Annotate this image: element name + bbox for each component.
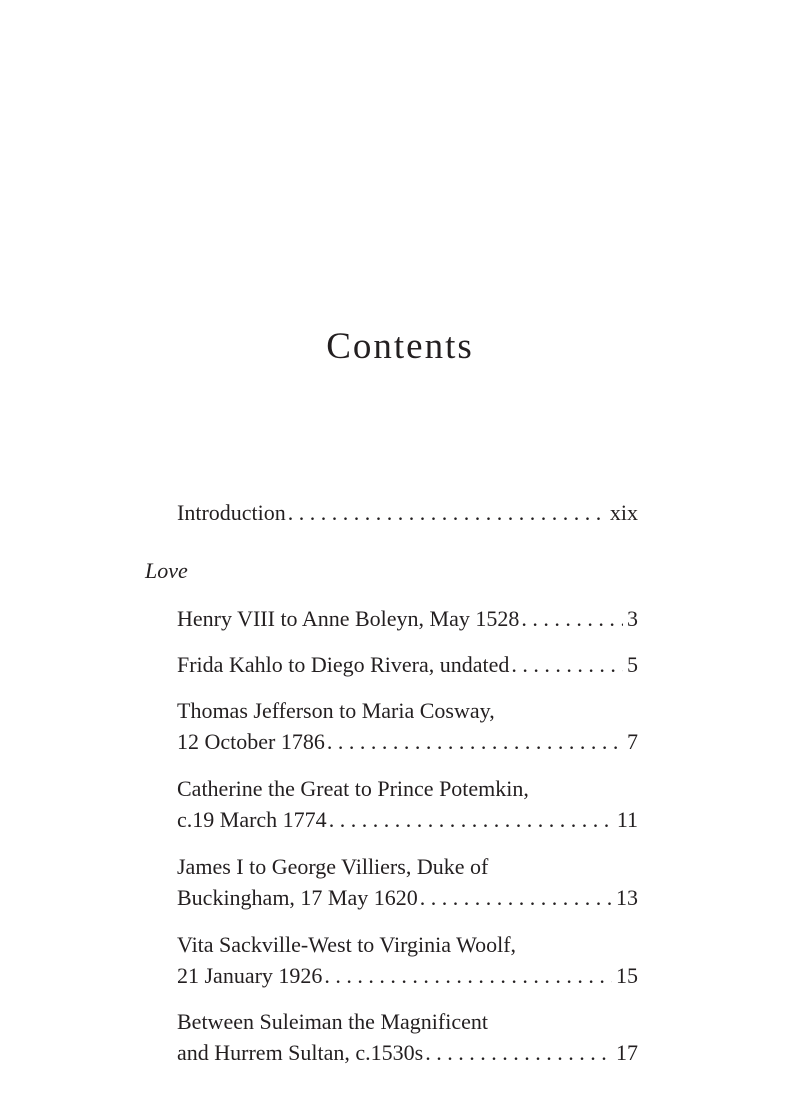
toc-entry-date: 12 October 1786: [177, 729, 325, 754]
toc-entry[interactable]: [177, 695, 638, 757]
toc-page-number: 7: [627, 729, 638, 754]
toc-entry[interactable]: [177, 649, 638, 680]
dot-leader: [521, 603, 623, 634]
toc-entry[interactable]: [177, 773, 638, 835]
toc-entry-title: Vita Sackville-West to Virginia Woolf,: [177, 932, 517, 957]
dot-leader: [511, 649, 623, 680]
toc-page-number: 13: [616, 885, 638, 910]
section-heading-love: Love: [145, 558, 188, 583]
toc-page-number: 17: [616, 1040, 638, 1065]
toc-entry[interactable]: [177, 603, 638, 634]
toc-entry-title: James I to George Villiers, Duke of: [177, 854, 489, 879]
toc-entry-date: and Hurrem Sultan, c.1530s: [177, 1040, 424, 1065]
toc-entry[interactable]: [177, 851, 638, 913]
dot-leader: [425, 1037, 612, 1068]
toc-entry[interactable]: [177, 929, 638, 991]
dot-leader: [327, 726, 623, 757]
toc-entry-date: 21 January 1926: [177, 963, 323, 988]
toc-entry-title: Frida Kahlo to Diego Rivera, undated: [177, 652, 510, 677]
toc-entry-title: Catherine the Great to Prince Potemkin,: [177, 776, 529, 801]
toc-page-number: 5: [627, 652, 638, 677]
page-title: Contents: [326, 325, 474, 367]
toc-entry-date: c.19 March 1774: [177, 807, 327, 832]
dot-leader: [329, 804, 613, 835]
toc-page-number: 3: [627, 606, 638, 631]
toc-entry-title: Thomas Jefferson to Maria Cosway,: [177, 698, 495, 723]
dot-leader: [288, 497, 606, 528]
toc-entry-introduction[interactable]: [177, 497, 638, 528]
toc-page-number: xix: [609, 500, 638, 525]
toc-entry[interactable]: [177, 1006, 638, 1068]
toc-page-number: 11: [616, 807, 638, 832]
dot-leader: [324, 960, 612, 991]
toc-entry-title: Introduction: [177, 500, 286, 525]
toc-page-number: 15: [616, 963, 638, 988]
toc-entry-title: Henry VIII to Anne Boleyn, May 1528: [177, 606, 520, 631]
toc-entry-date: Buckingham, 17 May 1620: [177, 885, 418, 910]
toc-entry-title: Between Suleiman the Magnificent: [177, 1009, 488, 1034]
dot-leader: [420, 882, 612, 913]
